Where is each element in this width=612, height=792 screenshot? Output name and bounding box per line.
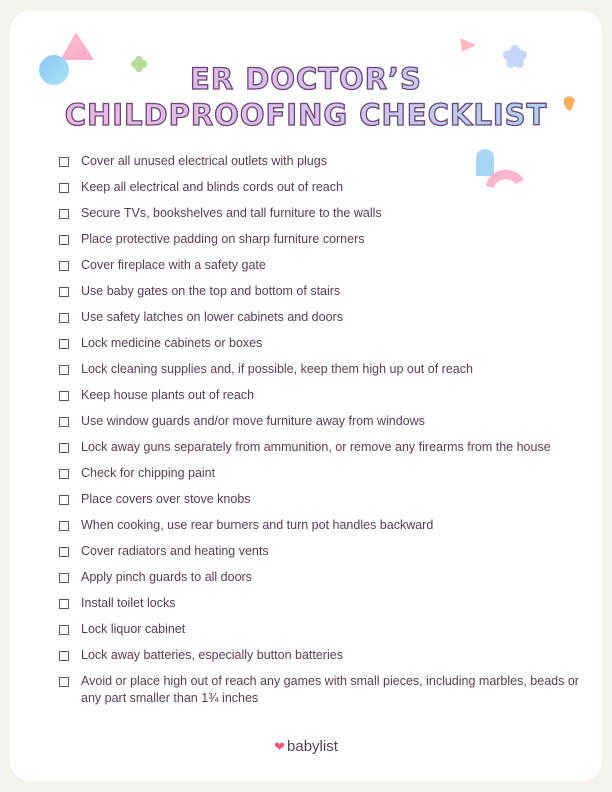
checkbox[interactable] [59,183,69,193]
checkbox[interactable] [59,235,69,245]
checklist-item-text: Check for chipping paint [81,466,216,480]
checkbox[interactable] [59,261,69,271]
checklist-item-text: Lock away guns separately from ammunition, or remove any firearms from the house [81,440,551,454]
checklist-item [58,153,581,179]
checkbox[interactable] [59,521,69,531]
checkbox[interactable] [59,365,69,375]
checklist-item-text: Install toilet locks [81,596,176,610]
brand-name: babylist [287,738,338,755]
checklist-item [58,179,581,205]
checklist-item-text: Use baby gates on the top and bottom of stairs [81,284,341,298]
checkbox[interactable] [59,677,69,687]
checkbox[interactable] [59,339,69,349]
checklist-item [58,595,581,621]
checklist-item [58,673,581,713]
checklist-item-text: Use safety latches on lower cabinets and doors [81,310,343,324]
checklist-item [58,231,581,257]
checklist-item-text: Cover radiators and heating vents [81,544,269,558]
checklist-item [58,491,581,517]
checklist-item [58,309,581,335]
checklist-item [58,569,581,595]
checklist-item [58,543,581,569]
checklist-item-text: Avoid or place high out of reach any games with small pieces, including marbles, beads or any part smaller than 1¾ inches [81,674,579,705]
babylist-logo [0,738,612,755]
title-line-1: ER DOCTOR’S [0,62,612,96]
checklist-item [58,413,581,439]
checklist-item-text: Cover fireplace with a safety gate [81,258,266,272]
checklist-item-text: Keep all electrical and blinds cords out of reach [81,180,343,194]
checkbox[interactable] [59,651,69,661]
checkbox[interactable] [59,547,69,557]
checklist-item [58,257,581,283]
checkbox[interactable] [59,417,69,427]
checkbox[interactable] [59,599,69,609]
checklist-item-text: Lock cleaning supplies and, if possible, keep them high up out of reach [81,362,473,376]
checklist-item [58,361,581,387]
title-line-2: CHILDPROOFING CHECKLIST [0,98,612,132]
checklist-item [58,439,581,465]
checklist-item [58,647,581,673]
checklist-item [58,465,581,491]
checklist-item-text: Place protective padding on sharp furniture corners [81,232,365,246]
triangle-icon [458,36,478,54]
checklist-item-text: Lock away batteries, especially button batteries [81,648,343,662]
checklist-item-text: Place covers over stove knobs [81,492,251,506]
checklist-item-text: Apply pinch guards to all doors [81,570,252,584]
checklist-item [58,205,581,231]
checklist-item [58,283,581,309]
checklist-item [58,335,581,361]
heart-icon: ❤ [274,739,286,754]
checkbox[interactable] [59,391,69,401]
checkbox[interactable] [59,573,69,583]
checklist-item-text: Cover all unused electrical outlets with plugs [81,154,327,168]
checklist-item [58,621,581,647]
checkbox[interactable] [59,469,69,479]
childproofing-checklist [58,153,581,713]
checkbox[interactable] [59,313,69,323]
checkbox[interactable] [59,157,69,167]
checkbox[interactable] [59,625,69,635]
checklist-item-text: Secure TVs, bookshelves and tall furniture to the walls [81,206,382,220]
checkbox[interactable] [59,495,69,505]
checkbox[interactable] [59,443,69,453]
checkbox[interactable] [59,287,69,297]
checkbox[interactable] [59,209,69,219]
checklist-item-text: Lock medicine cabinets or boxes [81,336,263,350]
checklist-item-text: Use window guards and/or move furniture away from windows [81,414,425,428]
checklist-item-text: Lock liquor cabinet [81,622,186,636]
checklist-item-text: Keep house plants out of reach [81,388,255,402]
checklist-item [58,517,581,543]
checklist-item [58,387,581,413]
checklist-item-text: When cooking, use rear burners and turn pot handles backward [81,518,434,532]
